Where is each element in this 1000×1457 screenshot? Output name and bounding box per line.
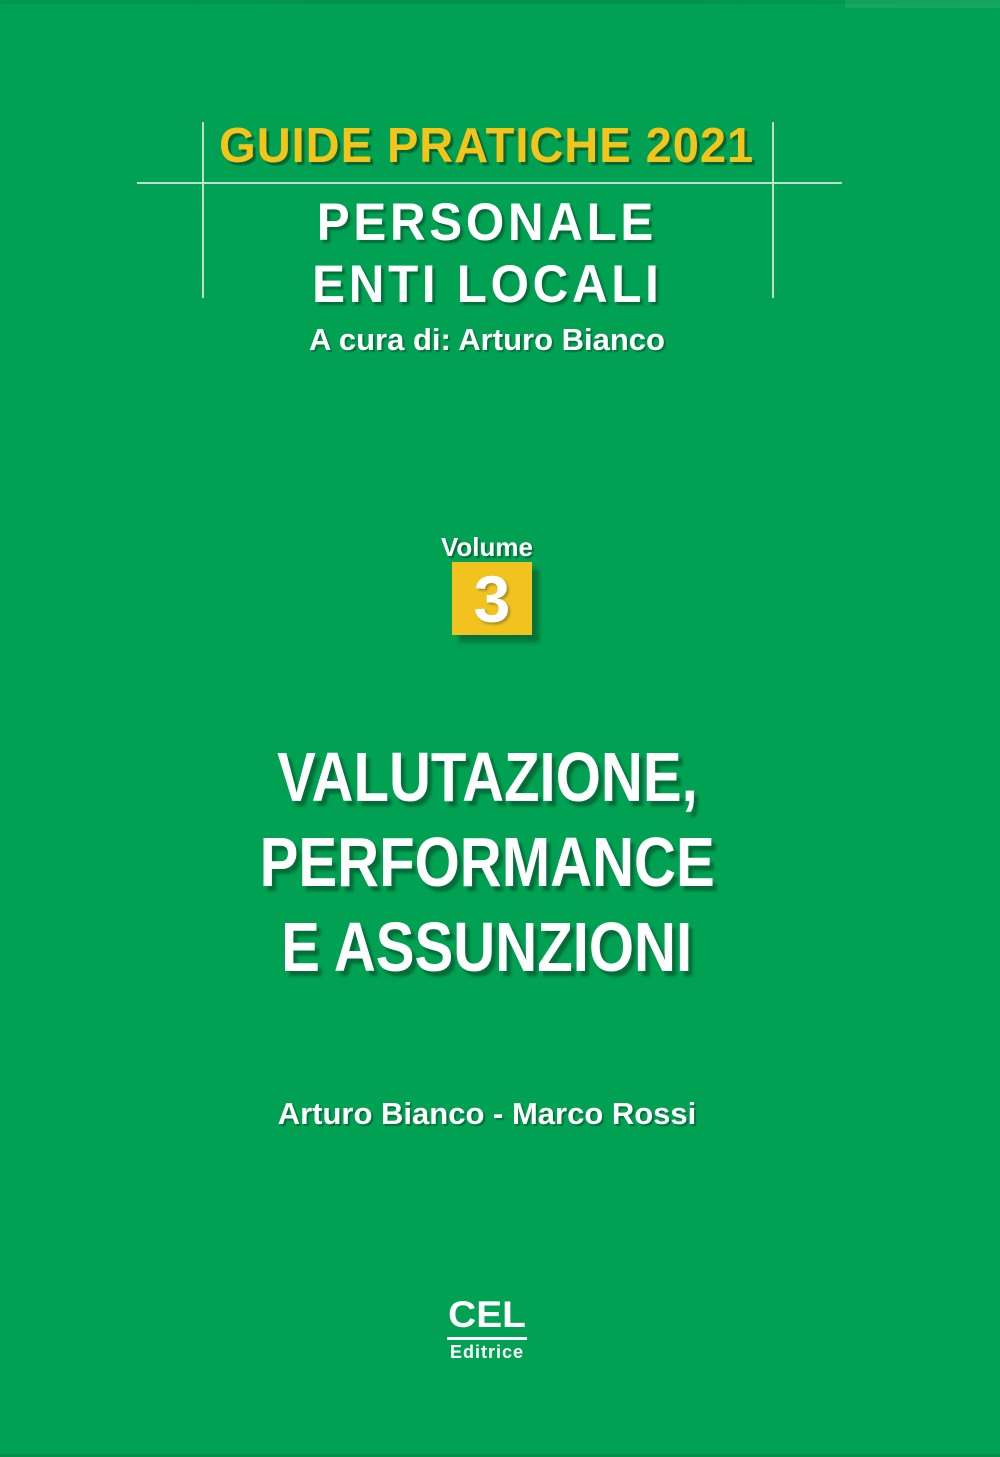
publisher-subtitle: Editrice: [449, 1342, 525, 1362]
authors-line: Arturo Bianco - Marco Rossi: [277, 1096, 697, 1131]
series-title: [0, 118, 974, 174]
publisher-logo-rule: [447, 1337, 527, 1340]
main-title-line2: PERFORMANCE: [259, 823, 715, 901]
collection-title-line2: ENTI LOCALI: [311, 255, 663, 314]
curated-by-line: A cura di: Arturo Bianco: [309, 322, 665, 357]
frame-horizontal-line: [137, 182, 842, 184]
main-title: [0, 735, 974, 990]
volume-number: 3: [473, 561, 511, 636]
volume-label: Volume: [441, 532, 533, 562]
publisher-name: CEL: [448, 1294, 526, 1335]
top-right-scan-artifact: [845, 0, 1000, 8]
collection-title: [0, 192, 974, 316]
collection-title-line1: PERSONALE: [316, 193, 658, 252]
main-title-line3: E ASSUNZIONI: [281, 908, 693, 986]
publisher-logo: [0, 1296, 974, 1361]
main-title-line1: VALUTAZIONE,: [276, 738, 698, 816]
volume-badge: [452, 562, 532, 635]
series-title-text: GUIDE PRATICHE 2021: [219, 119, 755, 173]
